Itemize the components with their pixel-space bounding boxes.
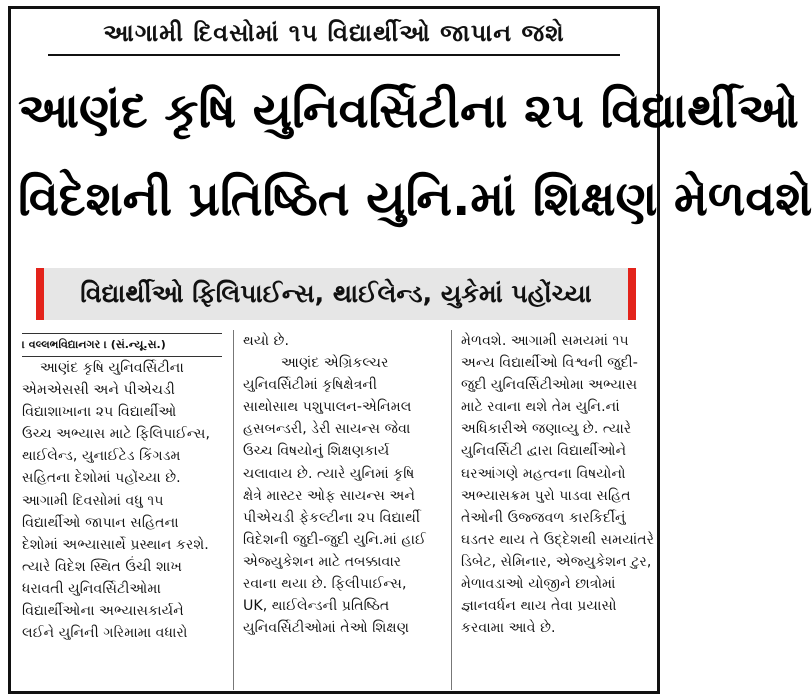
paragraph-line: ચલાવાય છે. ત્યારે યુનિમાં કૃષિ [243, 465, 415, 482]
paragraph-line: થાઈલેન્ડ, યુનાઈટેડ કિંગડમ [22, 448, 181, 465]
paragraph-line: ઘડતર થાય તે ઉદ્દેશથી સમયાંતરે [461, 531, 655, 548]
paragraph-line: મેળાવડાઓ યોજીને છાત્રોમાં [461, 576, 616, 593]
paragraph-line: એમએસસી અને પીએચડી [22, 382, 175, 399]
paragraph-line: UK, થાઈલેન્ડની પ્રતિષ્ઠિત [243, 598, 390, 615]
paragraph-line: યુનિવર્સિટીમાં કૃષિક્ષેત્રની [243, 377, 378, 394]
article-column-2 [243, 330, 439, 639]
dateline-text: । વલ્લભવિદ્યાનગર । (સં.ન્યૂ.સ.) [22, 338, 166, 351]
column-divider [451, 330, 452, 690]
paragraph-line: અધિકારીએ જણાવ્યુ છે. ત્યારે [461, 421, 632, 438]
article-column-1 [22, 357, 224, 644]
paragraph-line: આણંદ કૃષિ યુનિવર્સિટીના [40, 360, 184, 376]
paragraph-line: હસબન્ડરી, ડેરી સાયન્સ જેવા [243, 421, 411, 438]
paragraph-line: ઉચ્ચ અભ્યાસ માટે ફિલિપાઈન્સ, [22, 426, 211, 443]
paragraph-line: યુનિવર્સિટી દ્વારા વિદ્યાર્થીઓને [461, 443, 627, 460]
paragraph-line: જ્ઞાનવર્ધન થાય તેવા પ્રયાસો [461, 598, 617, 615]
kicker-text: આગામી દિવસોમાં ૧૫ વિદ્યાર્થીઓ જાપાન જશે [103, 19, 565, 47]
paragraph-line: ઘરઆંગણે મહત્વના વિષયોનો [461, 465, 626, 482]
paragraph-line: વિદેશની જુદી-જુદી યુનિ.માં હાઈ [243, 531, 426, 548]
dateline [22, 333, 222, 357]
paragraph-line: માટે રવાના થશે તેમ યુનિ.નાં [461, 399, 620, 416]
paragraph-line: અભ્યાસક્રમ પુરો પાડવા સહિત [461, 487, 631, 504]
column-divider [233, 330, 234, 690]
paragraph-line: ધરાવતી યુનિવર્સિટીઓમા [22, 580, 161, 597]
paragraph-line: વિદ્યાશાખાના ૨૫ વિદ્યાર્થીઓ [22, 404, 177, 421]
paragraph-line: જુદી યુનિવર્સિટીઓમા અભ્યાસ [461, 377, 638, 394]
paragraph-line: ત્યારે વિદેશ સ્થિત ઉંચી શાખ [22, 558, 183, 575]
paragraph-line: પીએચડી ફેકલ્ટીના ૨૫ વિદ્યાર્થી [243, 509, 421, 526]
paragraph-line: દેશોમાં અભ્યાસાર્થે પ્રસ્થાન કરશે. [22, 536, 209, 553]
kicker-banner [48, 12, 620, 56]
paragraph-line: ઉચ્ચ વિષયોનું શિક્ષણકાર્ય [243, 443, 390, 460]
paragraph-line: ડિબેટ, સેમિનાર, એજ્યુકેશન ટુર, [461, 553, 652, 570]
paragraph-line: સહિતના દેશોમાં પહોંચ્યા છે. [22, 470, 181, 487]
headline-line-1: આણંદ કૃષિ યુનિવર્સિટીના ૨૫ વિદ્યાર્થીઓ [18, 83, 799, 139]
paragraph-line: વિદ્યાર્થીઓના અભ્યાસકાર્યને [22, 603, 184, 620]
paragraph-line: યુનિવર્સિટીઓમાં તેઓ શિક્ષણ [243, 620, 410, 637]
paragraph-line: ક્ષેત્રે માસ્ટર ઓફ સાયન્સ અને [243, 487, 416, 504]
paragraph-line: તેઓની ઉજ્જવળ કારકિર્દીનું [461, 509, 626, 526]
paragraph-line: એજ્યુકેશન માટે તબક્કાવાર [243, 553, 402, 570]
paragraph-line: લઈને યુનિની ગરિમામા વધારો [22, 625, 188, 642]
paragraph-line: અન્ય વિદ્યાર્થીઓ વિશ્વની જુદી- [461, 355, 638, 372]
subheadline-bar [36, 268, 636, 320]
paragraph-line: આગામી દિવસોમાં વધુ ૧૫ [22, 492, 164, 509]
paragraph-line: સાથોસાથ પશુપાલન-એનિમલ [243, 399, 412, 416]
paragraph-line: આણંદ એગ્રિકલ્ચર [281, 355, 389, 372]
headline-line-2: વિદેશની પ્રતિષ્ઠિત યુનિ.માં શિક્ષણ મેળવશે [18, 171, 812, 227]
article-column-3 [461, 330, 653, 639]
paragraph-line: રવાના થયા છે. ફિલીપાઈન્સ, [243, 576, 407, 593]
paragraph-line: વિદ્યાર્થીઓ જાપાન સહિતના [22, 514, 179, 531]
paragraph-line: મેળવશે. આગામી સમયમાં ૧૫ [461, 333, 629, 349]
paragraph-line: કરવામા આવે છે. [461, 620, 556, 637]
paragraph-line: થયો છે. [243, 333, 290, 349]
subheadline-text: વિદ્યાર્થીઓ ફિલિપાઈન્સ, થાઈલેન્ડ, યુકેમાં પહોંચ્યા [80, 279, 592, 308]
